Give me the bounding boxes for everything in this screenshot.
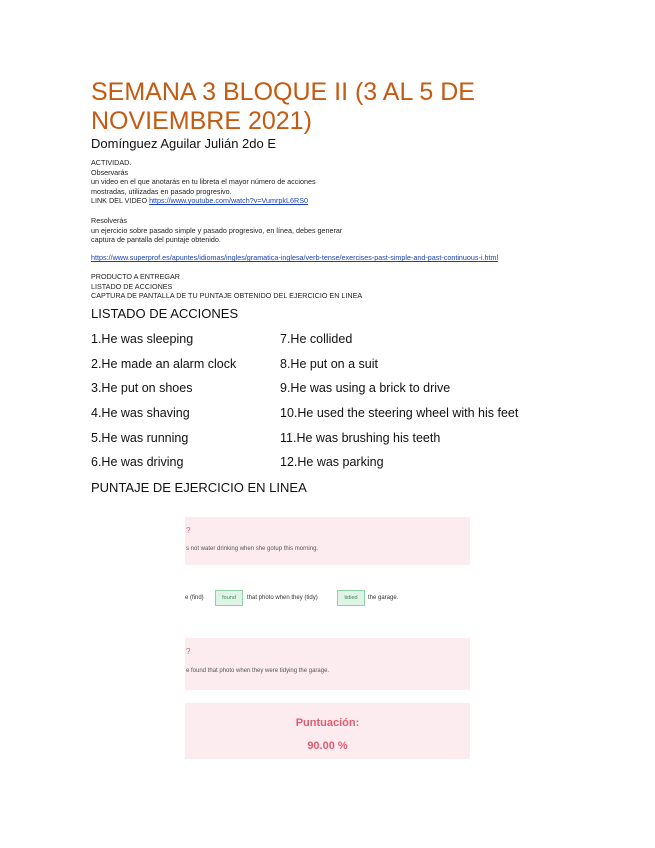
video-link[interactable]: https://www.youtube.com/watch?v=VumrpkL6RS0: [149, 196, 308, 206]
exercise-question: [185, 590, 470, 610]
activity-observe: Observarás: [91, 167, 129, 177]
activity-block: [91, 158, 316, 206]
action-item: 8.He put on a suit: [280, 357, 378, 371]
answer-mark: ?: [186, 647, 191, 656]
exercise-link-block: [91, 253, 498, 263]
exercise-answer-card: [185, 517, 470, 565]
product-item-1: LISTADO DE ACCIONES: [91, 281, 173, 291]
document-title: SEMANA 3 BLOQUE II (3 AL 5 DE NOVIEMBRE 2021): [91, 78, 475, 135]
action-item: 4.He was shaving: [91, 406, 190, 420]
action-item: 1.He was sleeping: [91, 332, 194, 346]
activity-heading: ACTIVIDAD.: [91, 158, 132, 167]
action-item: 6.He was driving: [91, 455, 184, 469]
exercise-answer-card: [185, 638, 470, 690]
action-item: 5.He was running: [91, 431, 189, 445]
resolve-line-1: un ejercicio sobre pasado simple y pasado progresivo, en línea, debes generar: [91, 225, 343, 235]
action-item: 3.He put on shoes: [91, 381, 193, 395]
answer-field-1[interactable]: found: [215, 590, 243, 606]
product-item-2: CAPTURA DE PANTALLA DE TU PUNTAJE OBTENIDO DEL EJERCICIO EN LINEA: [91, 291, 363, 301]
action-item: 2.He made an alarm clock: [91, 357, 237, 371]
question-suffix: the garage.: [368, 595, 399, 601]
score-heading: PUNTAJE DE EJERCICIO EN LINEA: [91, 480, 307, 495]
video-link-label: LINK DEL VIDEO: [91, 196, 150, 206]
action-item: 12.He was parking: [280, 455, 384, 469]
product-block: [91, 272, 362, 301]
answer-text: e found that photo when they were tidying the garage.: [186, 668, 330, 674]
action-item: 11.He was brushing his teeth: [280, 431, 441, 445]
video-link-line: [91, 196, 316, 206]
resolve-line-2: captura de pantalla del puntaje obtenido.: [91, 235, 221, 245]
answer-field-2[interactable]: tidied: [337, 590, 365, 606]
action-item: 9.He was using a brick to drive: [280, 381, 451, 395]
activity-line-2: mostradas, utilizadas en pasado progresivo.: [91, 186, 232, 196]
action-item: 10.He used the steering wheel with his feet: [280, 406, 519, 420]
product-heading: PRODUCTO A ENTREGAR: [91, 272, 180, 281]
action-item: 7.He collided: [280, 332, 353, 346]
question-middle: that photo when they (tidy): [247, 595, 318, 601]
resolve-block: [91, 216, 342, 245]
actions-heading: LISTADO DE ACCIONES: [91, 306, 239, 321]
student-name: Domínguez Aguilar Julián 2do E: [91, 136, 277, 151]
resolve-heading: Resolverás: [91, 216, 127, 225]
activity-line-1: un video en el que anotarás en tu libreta el mayor número de acciones: [91, 177, 316, 187]
exercise-link[interactable]: https://www.superprof.es/apuntes/idiomas/ingles/gramatica-inglesa/verb-tense/exercises-past-simple-and-past-continuous-i.html: [91, 253, 499, 262]
score-value: 90.00 %: [307, 740, 348, 752]
answer-text: s not water drinking when she gotup this morning.: [186, 546, 319, 552]
question-prefix: e (find): [185, 595, 204, 601]
score-label: Puntuación:: [295, 717, 360, 729]
score-card: [185, 703, 470, 759]
answer-mark: ?: [186, 526, 191, 535]
